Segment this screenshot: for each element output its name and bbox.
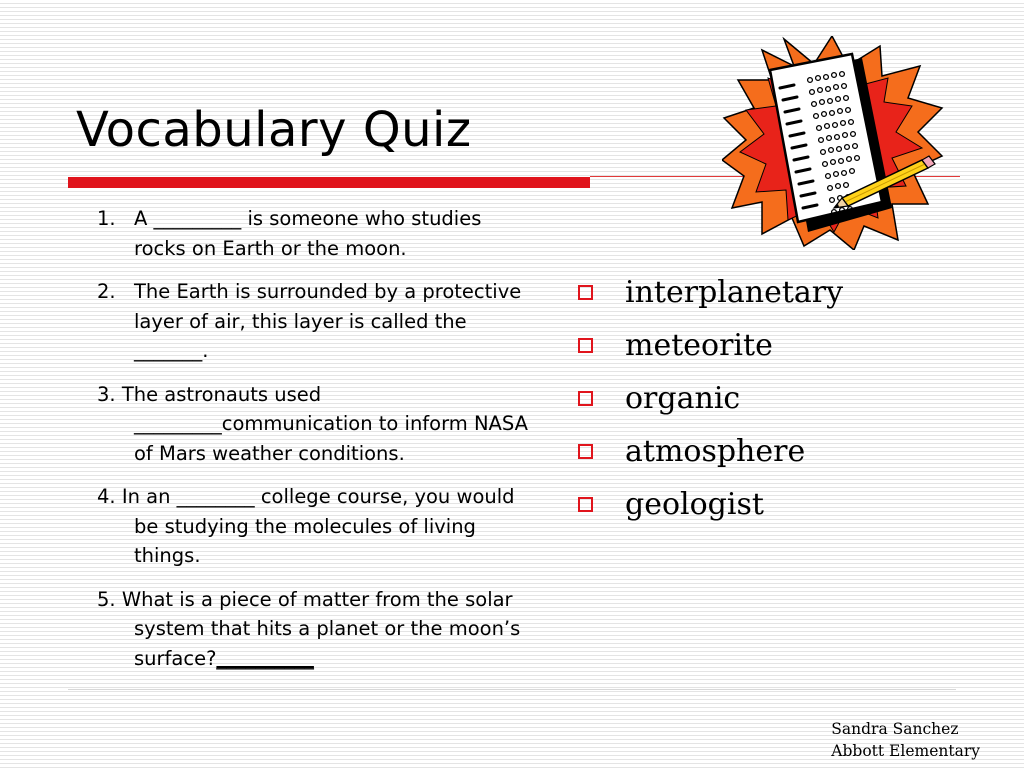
question-number: 4.	[97, 485, 122, 508]
question-2	[97, 277, 537, 366]
question-number: 5.	[97, 587, 122, 611]
question-number: 3.	[97, 382, 122, 406]
word-bank-item	[578, 372, 843, 425]
title-underline-bar	[68, 177, 590, 188]
word-bank-item	[578, 266, 843, 319]
question-5	[97, 585, 537, 674]
author-name: Sandra Sanchez	[831, 720, 959, 738]
word-bank-item	[578, 425, 843, 478]
author-credit	[831, 718, 980, 762]
question-1	[97, 204, 537, 263]
checkbox-bullet-icon	[578, 497, 593, 512]
answer-blank: __________	[216, 646, 314, 670]
question-3	[97, 380, 537, 469]
question-text: A _________ is someone who studies rocks on Earth or the moon.	[134, 207, 482, 260]
word-bank-item	[578, 478, 843, 531]
checkbox-bullet-icon	[578, 444, 593, 459]
question-text: The Earth is surrounded by a protective layer of air, this layer is called the _______.	[134, 280, 522, 362]
word-bank-item	[578, 319, 843, 372]
question-text: In an ________ college course, you would be studying the molecules of living things.	[121, 485, 515, 567]
word-bank-term: atmosphere	[625, 434, 806, 469]
slide-title: Vocabulary Quiz	[76, 102, 472, 158]
word-bank	[578, 266, 843, 531]
checkbox-bullet-icon	[578, 338, 593, 353]
question-text: The astronauts used _________communication to inform NASA of Mars weather conditions.	[121, 382, 528, 465]
word-bank-term: geologist	[625, 487, 764, 522]
question-number: 1.	[97, 207, 116, 230]
checkbox-bullet-icon	[578, 391, 593, 406]
footer-divider-line	[68, 689, 956, 690]
question-text: What is a piece of matter from the solar system that hits a planet or the moon’s surface?	[121, 587, 521, 670]
checkbox-bullet-icon	[578, 285, 593, 300]
word-bank-term: organic	[625, 381, 741, 416]
quiz-questions	[97, 204, 537, 687]
word-bank-term: meteorite	[625, 328, 773, 363]
word-bank-term: interplanetary	[625, 275, 844, 310]
question-4	[97, 482, 537, 571]
quiz-answer-sheet-with-pencil-icon	[722, 36, 944, 250]
question-number: 2.	[97, 280, 116, 303]
school-name: Abbott Elementary	[831, 742, 980, 760]
